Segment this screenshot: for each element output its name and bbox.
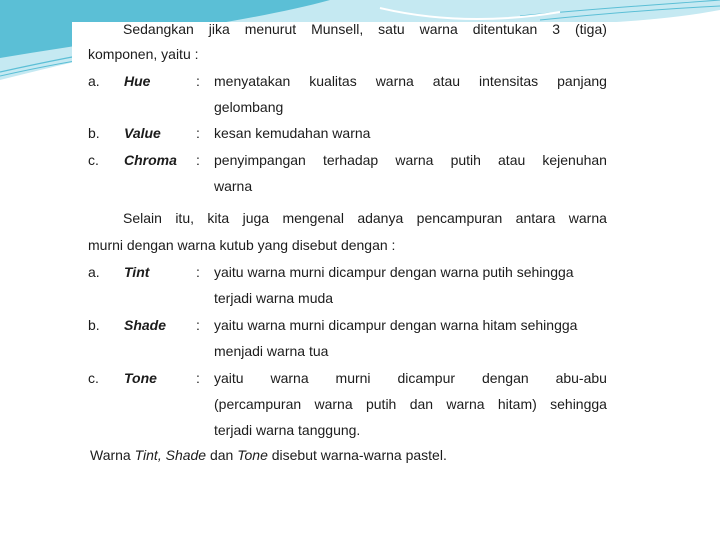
term-value: Value — [124, 125, 161, 141]
word: antara — [515, 210, 556, 226]
intro-line-1 — [123, 22, 607, 36]
term-colon: : — [196, 152, 200, 168]
word: kejenuhan — [542, 152, 607, 168]
tone-description-line-2 — [214, 397, 607, 411]
term-colon: : — [196, 370, 200, 386]
hue-description-line-1 — [214, 74, 607, 88]
word: warna — [314, 396, 353, 412]
term-tone: Tone — [124, 370, 157, 386]
word: yaitu — [214, 370, 244, 386]
word: kita — [207, 210, 230, 226]
word: itu, — [175, 210, 194, 226]
word: murni — [335, 370, 371, 386]
word: menyatakan — [214, 73, 291, 89]
item-marker: a. — [88, 264, 100, 280]
word: mengenal — [282, 210, 344, 226]
term-colon: : — [196, 125, 200, 141]
closing-mid: dan — [206, 447, 238, 463]
tint-description-line-1: yaitu warna murni dicampur dengan warna putih sehingga — [214, 264, 574, 280]
closing-sentence — [90, 448, 447, 462]
word: atau — [498, 152, 526, 168]
word: satu — [378, 21, 405, 37]
word: panjang — [557, 73, 607, 89]
item-marker: c. — [88, 370, 99, 386]
word: putih — [365, 396, 397, 412]
word: intensitas — [479, 73, 539, 89]
word: menurut — [244, 21, 297, 37]
word: Sedangkan — [123, 21, 194, 37]
mixing-intro-line-2: murni dengan warna kutub yang disebut dengan : — [88, 237, 396, 253]
chroma-description-line-2: warna — [214, 178, 253, 194]
chroma-description-line-1 — [214, 153, 607, 167]
word: (tiga) — [575, 21, 607, 37]
word: sehingga — [550, 396, 607, 412]
word: warna — [270, 370, 309, 386]
word: warna — [419, 21, 458, 37]
word: pencampuran — [416, 210, 503, 226]
term-shade: Shade — [124, 317, 167, 333]
word: jika — [208, 21, 230, 37]
item-marker: a. — [88, 73, 100, 89]
shade-description-line-1: yaitu warna murni dicampur dengan warna hitam sehingga — [214, 317, 578, 333]
tint-description-line-2: terjadi warna muda — [214, 290, 334, 306]
scanned-document — [72, 22, 674, 478]
closing-prefix: Warna — [90, 447, 135, 463]
word: terhadap — [322, 152, 379, 168]
word: warna — [395, 152, 434, 168]
word: putih — [450, 152, 481, 168]
term-colon: : — [196, 264, 200, 280]
word: Selain — [123, 210, 162, 226]
value-description: kesan kemudahan warna — [214, 125, 371, 141]
intro-line-2: komponen, yaitu : — [88, 46, 199, 62]
word: warna — [446, 396, 485, 412]
word: ditentukan — [472, 21, 538, 37]
term-tint: Tint — [124, 264, 150, 280]
hue-description-line-2: gelombang — [214, 99, 284, 115]
term-chroma: Chroma — [124, 152, 177, 168]
item-marker: b. — [88, 317, 100, 333]
word: warna — [568, 210, 607, 226]
word: atau — [432, 73, 461, 89]
word: Munsell, — [311, 21, 364, 37]
mixing-intro-line-1 — [123, 211, 607, 225]
closing-suffix: disebut warna-warna pastel. — [267, 447, 447, 463]
closing-term-tone: Tone — [237, 447, 268, 463]
shade-description-line-2: menjadi warna tua — [214, 343, 329, 359]
word: kualitas — [309, 73, 357, 89]
term-colon: : — [196, 317, 200, 333]
word: (percampuran — [214, 396, 302, 412]
word: hitam) — [497, 396, 537, 412]
word: abu-abu — [555, 370, 607, 386]
item-marker: c. — [88, 152, 99, 168]
closing-term-tint-shade: Tint, Shade — [134, 447, 207, 463]
word: penyimpangan — [214, 152, 306, 168]
item-marker: b. — [88, 125, 100, 141]
term-hue: Hue — [124, 73, 151, 89]
word: juga — [242, 210, 270, 226]
word: adanya — [357, 210, 404, 226]
term-colon: : — [196, 73, 200, 89]
tone-description-line-3: terjadi warna tanggung. — [214, 422, 361, 438]
word: dengan — [481, 370, 529, 386]
word: 3 — [552, 21, 561, 37]
word: dan — [409, 396, 434, 412]
tone-description-line-1 — [214, 371, 607, 385]
word: dicampur — [397, 370, 456, 386]
word: warna — [375, 73, 414, 89]
